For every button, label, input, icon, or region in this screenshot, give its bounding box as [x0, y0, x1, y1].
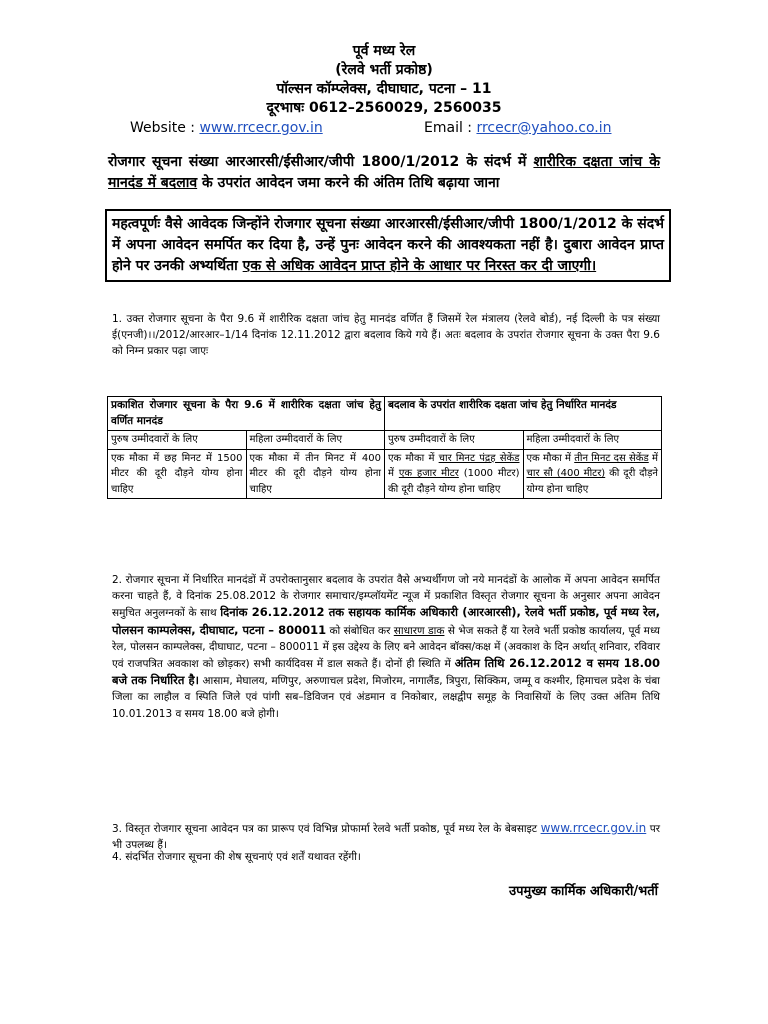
ordinary-post: साधारण डाक — [393, 624, 445, 637]
table-header-row — [108, 397, 662, 431]
new-male-label: पुरुष उम्मीदवारों के लिए — [385, 431, 524, 450]
text: आसाम, मेघालय, मणिपुर, अरुणाचल प्रदेश, मिजोरम, नागालैंड, त्रिपुरा, सिक्किम, जम्मू व कश्मीर, हिमाचल प्रदेश के चंबा जिला का लाहौल व स्पिति जिले एवं पांगी सब–डिविजन एवं अंडमान व निकोबार, लक्षद्वीप समूह के निवासियों के लिए उक्त अंतिम तिथि 10.01.2013 व समय 18.00 बजे होगी। — [112, 675, 660, 720]
new-female-label: महिला उम्मीदवारों के लिए — [523, 431, 662, 450]
text: से भेज सकते हैं या रेलवे भर्ती प्रकोष्ठ कार्यालय, पूर्व मध्य रेल, पोलसन काम्पलेक्स, दीघाघाट, पटना – 800011 में इस उद्देश्य के लिए बने आवेदन बॉक्स/कक्ष में (अवकाश के दिन अर्थात् शनिवार, रविवार एवं राजपत्रित अवकाश को छोड़कर) सभी कार्यदिवस में डाल सकते हैं। दोनों ही स्थिति में — [112, 624, 660, 671]
underlined-distance: चार सौ (400 मीटर) — [526, 468, 606, 479]
text: में — [648, 452, 658, 464]
subject-line — [108, 152, 660, 194]
contact-line — [130, 118, 650, 138]
notice-underlined: एक से अधिक आवेदन प्राप्त होने के आधार पर निरस्त कर दी जाएगी। — [242, 258, 597, 274]
org-name: पूर्व मध्य रेल — [352, 43, 416, 59]
table-row — [108, 449, 662, 499]
bold-last-date: अंतिम तिथि 26.12.2012 व समय 18.00 बजे तक निर्धारित है। — [112, 656, 660, 688]
email-label: Email : — [424, 120, 477, 136]
underlined-distance: एक हजार मीटर — [398, 468, 459, 479]
text: 2. रोजगार सूचना में निर्धारित मानदंडों में उपरोक्तानुसार बदलाव के उपरांत वैसे अभ्यर्थीगण जो नये मानदंडों के आलोक में अपना आवेदन समर्पित करना चाहते हैं, वे दिनांक 25.08.2012 के रोजगार समाचार/इम्प्लॉयमेंट न्यूज में प्रकाशित विस्तृत रोजगार सूचना के अनुसार अपना आवेदन समुचित अनुलग्नकों के साथ — [112, 574, 660, 620]
table-row — [108, 431, 662, 450]
paragraph-4: 4. संदर्भित रोजगार सूचना की शेष सूचनाएं एवं शर्तें यथावत रहेंगी। — [112, 851, 361, 863]
old-male-label: पुरुष उम्मीदवारों के लिए — [108, 431, 247, 450]
website-block — [130, 120, 323, 136]
email-link[interactable]: rrcecr@yahoo.co.in — [476, 120, 612, 136]
new-male-criteria — [385, 449, 524, 499]
text: एक मौका में — [388, 452, 439, 464]
old-female-criteria: एक मौका में तीन मिनट में 400 मीटर की दूरी दौड़ने योग्य होना चाहिए — [246, 449, 385, 499]
email-block — [424, 120, 612, 136]
cell-name: (रेलवे भर्ती प्रकोष्ठ) — [335, 62, 433, 78]
signature: उपमुख्य कार्मिक अधिकारी/भर्ती — [509, 884, 658, 899]
text: में — [388, 468, 399, 479]
website-link[interactable]: www.rrcecr.gov.in — [199, 120, 323, 136]
text: (1000 मीटर) की दूरी दौड़ने योग्य होना चाहिए — [388, 468, 520, 495]
text: एक मौका में — [526, 452, 575, 464]
website-link[interactable]: www.rrcecr.gov.in — [540, 821, 647, 835]
address: पॉल्सन कॉम्प्लेक्स, दीघाघाट, पटना – 11 — [276, 81, 492, 97]
notice-text: महत्वपूर्णः वैसे आवेदक जिन्होंने रोजगार सूचना संख्या आरआरसी/ईसीआर/जीपी 1800/1/2012 के संदर्भ में अपना आवेदन समर्पित कर दिया है, उन्हें पुनः आवेदन करने की आवश्यकता नहीं है। दुबारा आवेदन प्राप्त होने पर उनकी अभ्यर्थिता — [112, 216, 664, 274]
text: पर भी उपलब्ध हैं। — [112, 823, 660, 852]
paragraph-2 — [112, 572, 660, 722]
old-criteria-heading: प्रकाशित रोजगार सूचना के पैरा 9.6 में शारीरिक दक्षता जांच हेतु वर्णित मानदंड — [108, 397, 385, 431]
subject-underlined: शारीरिक दक्षता जांच के मानदंड में बदलाव — [108, 154, 660, 191]
bold-deadline-address: दिनांक 26.12.2012 तक सहायक कार्मिक अधिकारी (आरआरसी), रेलवे भर्ती प्रकोष्ठ, पूर्व मध्य रेल, पोलसन काम्पलेक्स, दीघाघाट, पटना – 800011 — [112, 605, 660, 637]
underlined-time: तीन मिनट दस सेकेंड — [574, 452, 649, 464]
old-male-criteria: एक मौका में छह मिनट में 1500 मीटर की दूरी दौड़ने योग्य होना चाहिए — [108, 449, 247, 499]
phone: दूरभाषः 0612–2560029, 2560035 — [266, 100, 502, 116]
old-female-label: महिला उम्मीदवारों के लिए — [246, 431, 385, 450]
subject-text-2: के उपरांत आवेदन जमा करने की अंतिम तिथि बढ़ाया जाना — [197, 175, 500, 191]
new-criteria-heading: बदलाव के उपरांत शारीरिक दक्षता जांच हेतु निर्धारित मानदंड — [385, 397, 662, 431]
new-female-criteria — [523, 449, 662, 499]
underlined-time: चार मिनट पंद्रह सेकेंड — [438, 452, 520, 464]
text: 3. विस्तृत रोजगार सूचना आवेदन पत्र का प्रारूप एवं विभिन्न प्रोफार्मा रेलवे भर्ती प्रकोष्ठ, पूर्व मध्य रेल के बेबसाइट — [112, 823, 541, 835]
website-label: Website : — [130, 120, 200, 136]
paragraph-1: 1. उक्त रोजगार सूचना के पैरा 9.6 में शारीरिक दक्षता जांच हेतु मानदंड वर्णित हैं जिसमें रेल मंत्रालय (रेलवे बोर्ड), नई दिल्ली के पत्र संख्या ई(एनजी)।।/2012/आरआर–1/14 दिनांक 12.11.2012 द्वारा बदलाव किये गये हैं। अतः बदलाव के उपरांत रोजगार सूचना के उक्त पैरा 9.6 को निम्न प्रकार पढ़ा जाएः — [112, 313, 660, 358]
text: को संबोधित कर — [326, 624, 394, 637]
important-notice-box — [105, 209, 671, 282]
text: की दूरी दौड़ने योग्य होना चाहिए — [526, 468, 658, 495]
subject-text-1: रोजगार सूचना संख्या आरआरसी/ईसीआर/जीपी 1800/1/2012 के संदर्भ में — [108, 154, 534, 170]
criteria-table — [107, 396, 662, 499]
